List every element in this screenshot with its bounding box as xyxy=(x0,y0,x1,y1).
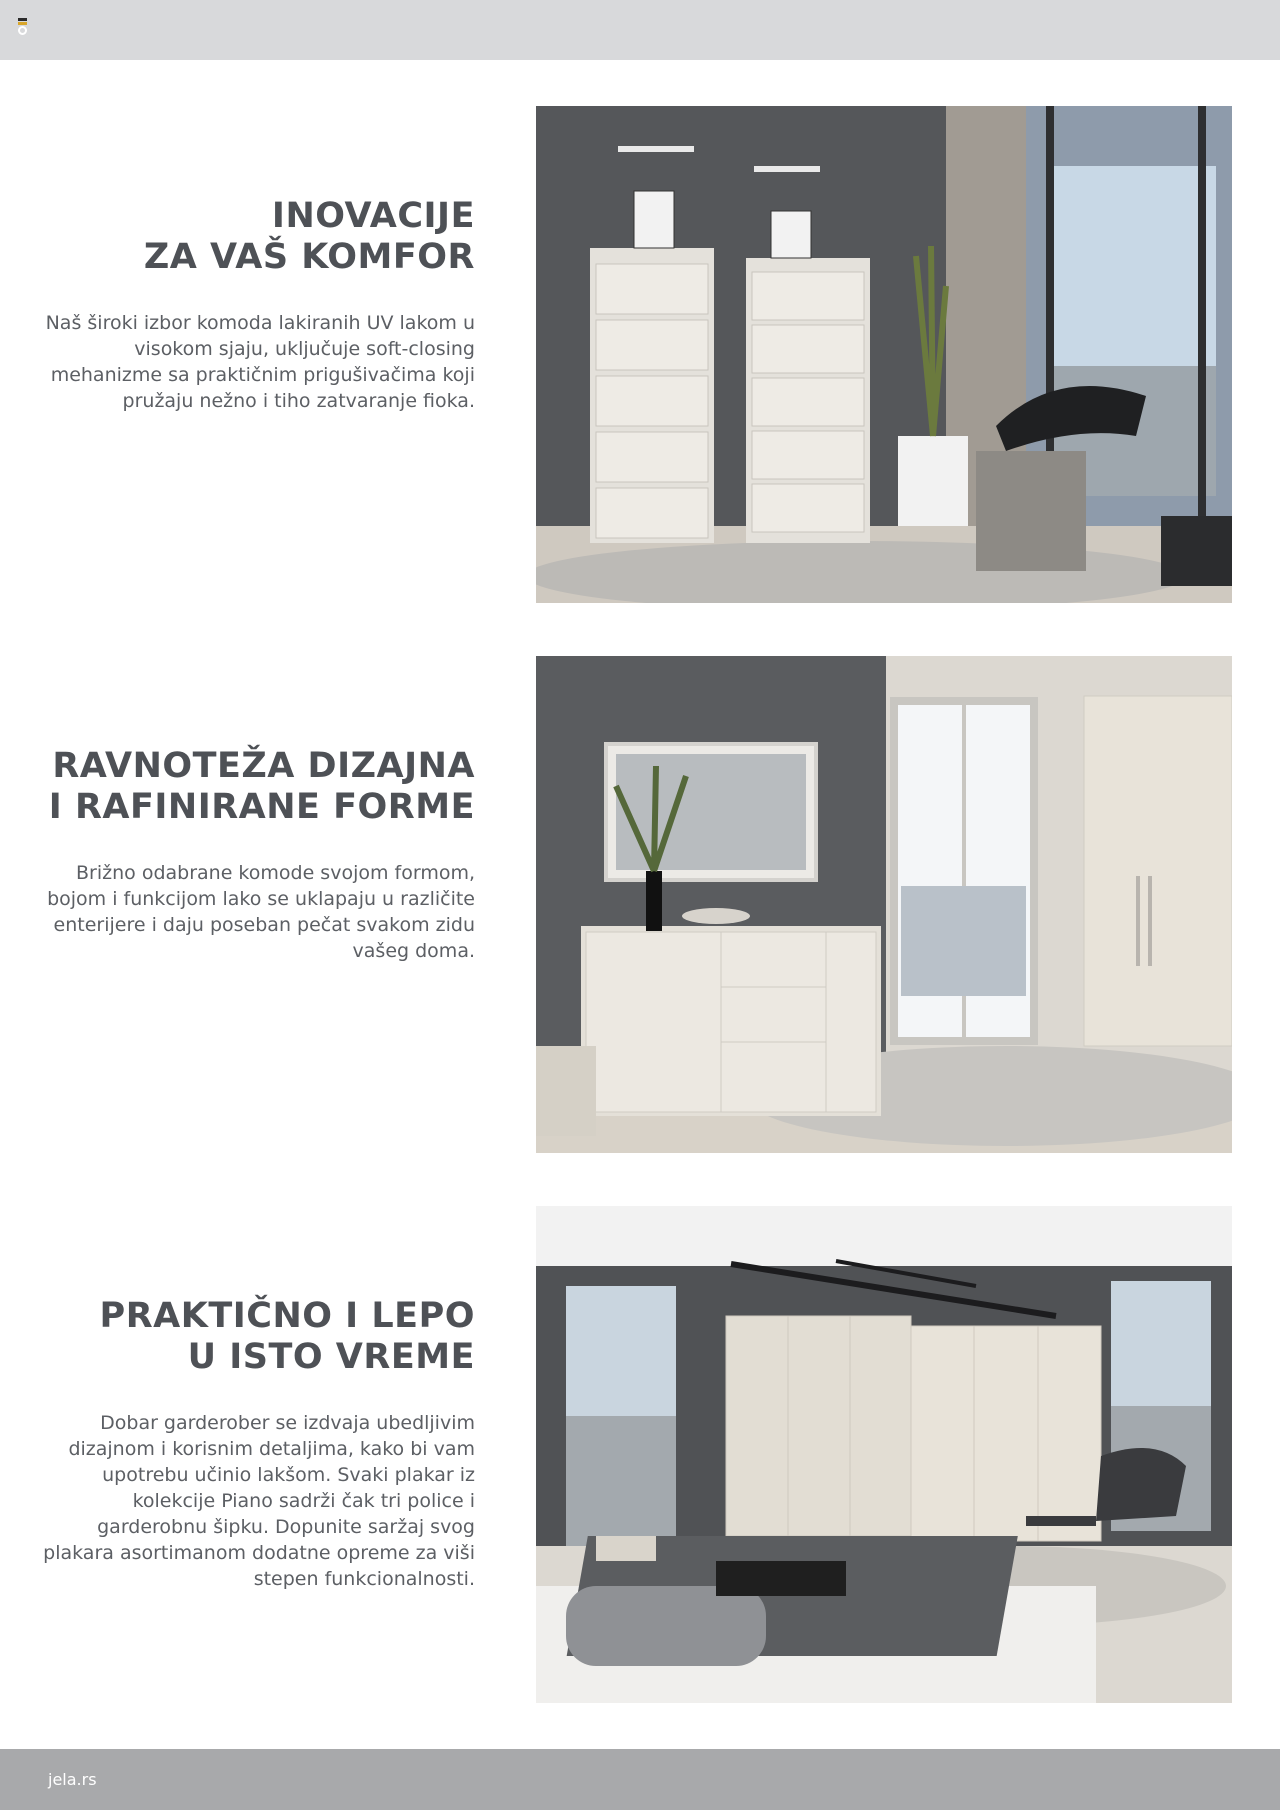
site-link[interactable]: jela.rs xyxy=(48,1770,97,1789)
section-text xyxy=(40,746,475,964)
section-heading: RAVNOTEŽA DIZAJNA I RAFINIRANE FORME xyxy=(48,746,475,827)
section-body: Dobar garderober se izdvaja ubedljivim dizajnom i korisnim detaljima, kako bi vam upotrebu učinio lakšom. Svaki plakar iz kolekcije Piano sadrži čak tri police i garderobnu šipku. Dopunite saržaj svog plakara asortimanom dodatne opreme za viši stepen funkcionalnosti. xyxy=(43,1412,475,1590)
footer-bar xyxy=(0,1749,1280,1810)
section-innovations xyxy=(0,106,1280,603)
top-bar xyxy=(0,0,1280,60)
section-heading: PRAKTIČNO I LEPO U ISTO VREME xyxy=(99,1296,475,1377)
section-text xyxy=(40,196,475,414)
corner-wardrobe-bedroom-photo xyxy=(536,1206,1232,1703)
bedroom-chests-of-drawers-photo xyxy=(536,106,1232,603)
jela-logo-icon[interactable] xyxy=(18,18,27,38)
sideboard-and-wardrobe-photo xyxy=(536,656,1232,1153)
section-practical xyxy=(0,1206,1280,1703)
section-text xyxy=(40,1296,475,1592)
section-body: Brižno odabrane komode svojom formom, bojom i funkcijom lako se uklapaju u različite enterijere i daju poseban pečat svakom zidu vašeg doma. xyxy=(47,862,475,962)
section-body: Naš široki izbor komoda lakiranih UV lakom u visokom sjaju, uključuje soft-closing mehanizme sa praktičnim prigušivačima koji pružaju nežno i tiho zatvaranje fioka. xyxy=(45,312,475,412)
section-design-balance xyxy=(0,656,1280,1153)
section-heading: INOVACIJE ZA VAŠ KOMFOR xyxy=(143,196,475,277)
